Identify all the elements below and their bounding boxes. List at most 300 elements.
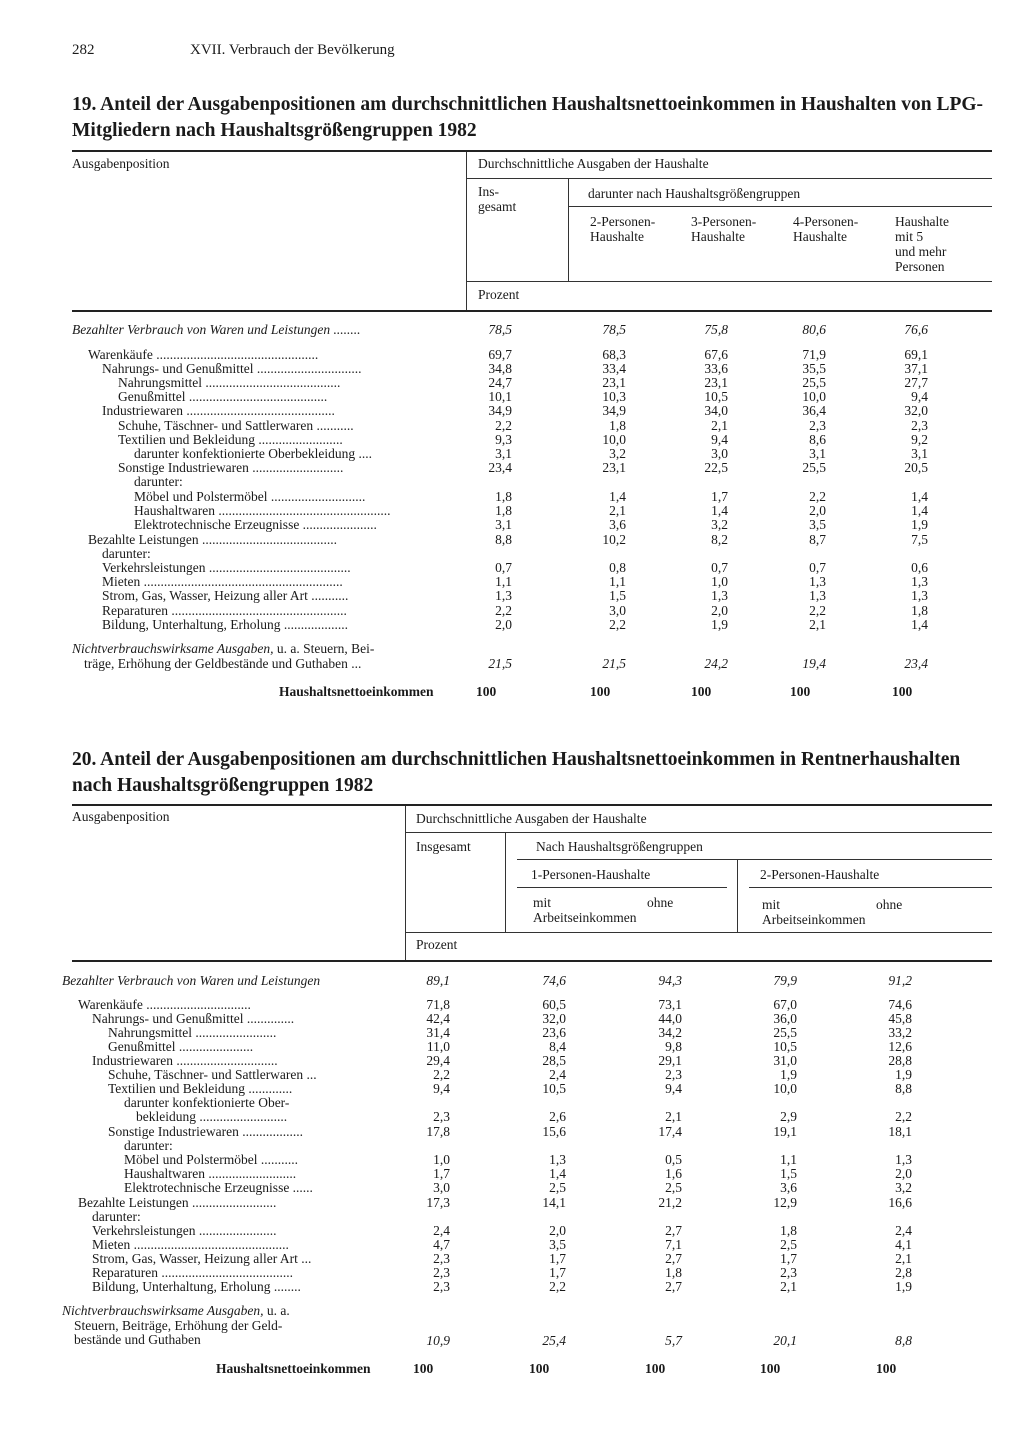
row-value: 29,1 [658, 1053, 682, 1068]
row-value: 0,8 [609, 560, 626, 575]
row-value: 25,5 [802, 375, 826, 390]
row-value: 2,0 [895, 1166, 912, 1181]
row-value: 3,1 [495, 446, 512, 461]
nonconsumption-value: 19,4 [802, 656, 826, 671]
row-value: 1,8 [911, 603, 928, 618]
row-value: 21,2 [658, 1195, 682, 1210]
t20-h-p2: 2-Personen-Haushalte [760, 867, 880, 882]
row-value: 2,1 [711, 418, 728, 433]
row-value: 27,7 [904, 375, 928, 390]
row-value: 2,5 [549, 1180, 566, 1195]
row-value: 8,6 [809, 432, 826, 447]
t19-header-rule-3 [466, 281, 992, 282]
row-value: 45,8 [888, 1011, 912, 1026]
row-value: 8,7 [809, 532, 826, 547]
row-value: 36,0 [773, 1011, 797, 1026]
row-value: 3,2 [609, 446, 626, 461]
t19-header-unit: Prozent [478, 287, 520, 302]
row-value: 79,9 [773, 973, 797, 988]
t19-header-bottom-rule [72, 310, 992, 312]
row-value: 3,5 [809, 517, 826, 532]
row-value: 68,3 [602, 347, 626, 362]
row-value: 76,6 [904, 322, 928, 337]
row-value: 28,5 [542, 1053, 566, 1068]
row-value: 11,0 [426, 1039, 450, 1054]
t19-h-p4-1: 4-Personen- [793, 214, 859, 229]
row-value: 8,8 [895, 1081, 912, 1096]
row-label: Genußmittel ......................................... [118, 390, 328, 404]
nonconsumption-em: Nichtverbrauchswirksame Ausgaben, [72, 642, 274, 656]
t19-header-rule-2 [568, 206, 992, 207]
row-value: 74,6 [888, 997, 912, 1012]
row-label: Nahrungsmittel ........................ [108, 1026, 277, 1040]
row-value: 71,8 [426, 997, 450, 1012]
income-label: Haushaltsnettoeinkommen [216, 1362, 371, 1376]
t20-header-avg: Durchschnittliche Ausgaben der Haushalte [416, 811, 647, 826]
row-value: 2,2 [549, 1279, 566, 1294]
row-value: 2,1 [609, 503, 626, 518]
row-value: 34,9 [602, 403, 626, 418]
row-value: 9,4 [665, 1081, 682, 1096]
row-value: 1,3 [495, 588, 512, 603]
t20-h-ohne-2: ohne [876, 897, 903, 912]
t20-header-unit: Prozent [416, 937, 458, 952]
row-value: 1,4 [911, 503, 928, 518]
row-value: 1,3 [809, 588, 826, 603]
row-value: 2,2 [895, 1109, 912, 1124]
row-value: 3,2 [895, 1180, 912, 1195]
row-value: 10,5 [773, 1039, 797, 1054]
row-value: 94,3 [658, 973, 682, 988]
row-value: 4,1 [895, 1237, 912, 1252]
row-value: 0,6 [911, 560, 928, 575]
row-value: 1,7 [711, 489, 728, 504]
row-value: 1,3 [911, 574, 928, 589]
row-value: 2,7 [665, 1251, 682, 1266]
row-label: bekleidung .......................... [136, 1110, 288, 1124]
table-20-title: 20. Anteil der Ausgabenpositionen am durchschnittlichen Haushaltsnettoeinkommen in Rentnerhaushalten nach Haushaltsgrößengruppen 1982 [72, 749, 961, 796]
row-value: 75,8 [704, 322, 728, 337]
row-value: 1,9 [895, 1279, 912, 1294]
running-title: XVII. Verbrauch der Bevölkerung [190, 42, 395, 58]
income-value: 100 [892, 684, 913, 699]
t19-header-position: Ausgabenposition [72, 156, 170, 171]
row-value: 23,6 [542, 1025, 566, 1040]
row-value: 24,7 [488, 375, 512, 390]
row-label: Bezahlter Verbrauch von Waren und Leistungen [62, 974, 321, 988]
table-19-top-rule [72, 150, 992, 152]
row-value: 9,4 [711, 432, 728, 447]
row-value: 2,3 [911, 418, 928, 433]
row-label: Warenkäufe ................................................ [88, 348, 319, 362]
row-value: 2,2 [809, 603, 826, 618]
row-value: 1,7 [549, 1265, 566, 1280]
row-value: 7,5 [911, 532, 928, 547]
row-value: 17,4 [658, 1124, 682, 1139]
row-value: 20,5 [904, 460, 928, 475]
row-value: 0,5 [665, 1152, 682, 1167]
row-value: 8,4 [549, 1039, 566, 1054]
row-value: 34,9 [488, 403, 512, 418]
row-value: 60,5 [542, 997, 566, 1012]
row-label: darunter: [134, 475, 183, 489]
row-value: 1,1 [495, 574, 512, 589]
row-value: 10,0 [802, 389, 826, 404]
row-label: Schuhe, Täschner- und Sattlerwaren ... [108, 1068, 317, 1082]
row-value: 33,6 [704, 361, 728, 376]
t19-header-total-1: Ins- [478, 184, 499, 199]
nonconsumption-label-2: Steuern, Beiträge, Erhöhung der Geld- [74, 1319, 283, 1333]
t19-h-p2-1: 2-Personen- [590, 214, 656, 229]
row-value: 71,9 [802, 347, 826, 362]
row-value: 2,3 [780, 1265, 797, 1280]
income-value: 100 [476, 684, 497, 699]
row-value: 73,1 [658, 997, 682, 1012]
row-value: 28,8 [888, 1053, 912, 1068]
row-value: 37,1 [904, 361, 928, 376]
row-value: 36,4 [802, 403, 826, 418]
t20-header-rule-1 [405, 832, 992, 833]
row-value: 67,6 [704, 347, 728, 362]
row-value: 34,0 [704, 403, 728, 418]
row-value: 1,3 [911, 588, 928, 603]
row-value: 29,4 [426, 1053, 450, 1068]
row-value: 17,8 [426, 1124, 450, 1139]
nonconsumption-value: 21,5 [602, 656, 626, 671]
row-value: 3,0 [711, 446, 728, 461]
row-label: Reparaturen ....................................... [92, 1266, 293, 1280]
row-value: 33,4 [602, 361, 626, 376]
row-value: 2,3 [433, 1265, 450, 1280]
row-label: Elektrotechnische Erzeugnisse ...................... [134, 518, 377, 532]
row-value: 2,0 [809, 503, 826, 518]
row-label: darunter: [124, 1139, 173, 1153]
row-value: 2,2 [495, 418, 512, 433]
nonconsumption-label-1 [62, 1304, 290, 1319]
t19-divider-2 [568, 179, 569, 281]
t20-divider-2 [505, 833, 506, 933]
row-value: 16,6 [888, 1195, 912, 1210]
row-label: Bildung, Unterhaltung, Erholung ........ [92, 1280, 301, 1294]
t19-h-p5-4: Personen [895, 259, 945, 274]
row-value: 1,7 [433, 1166, 450, 1181]
row-value: 10,3 [602, 389, 626, 404]
row-value: 2,4 [433, 1223, 450, 1238]
t20-header-rule-3a [517, 887, 727, 888]
t20-divider-3 [737, 860, 738, 933]
nonconsumption-value: 20,1 [773, 1333, 797, 1348]
row-value: 1,9 [780, 1067, 797, 1082]
nonconsumption-em: Nichtverbrauchswirksame Ausgaben, [62, 1304, 264, 1318]
row-label: Sonstige Industriewaren .................. [108, 1125, 303, 1139]
t19-h-p2-2: Haushalte [590, 229, 644, 244]
row-value: 1,8 [609, 418, 626, 433]
row-label: Bezahlte Leistungen ........................................ [88, 533, 337, 547]
row-value: 31,4 [426, 1025, 450, 1040]
row-value: 2,3 [433, 1251, 450, 1266]
t20-h-mit-2: mit [762, 897, 781, 912]
t20-header-position: Ausgabenposition [72, 809, 170, 824]
nonconsumption-value: 21,5 [488, 656, 512, 671]
nonconsumption-value: 8,8 [895, 1333, 912, 1348]
table-19-title: 19. Anteil der Ausgabenpositionen am durchschnittlichen Haushaltsnettoeinkommen in Haushalten von LPG-Mitgliedern nach Haushaltsgrößengruppen 1982 [72, 94, 984, 141]
row-value: 35,5 [802, 361, 826, 376]
row-value: 2,3 [809, 418, 826, 433]
row-label: Nahrungs- und Genußmittel .............. [92, 1012, 295, 1026]
row-label: Genußmittel ...................... [108, 1040, 254, 1054]
row-label: Sonstige Industriewaren ........................... [118, 461, 344, 475]
row-value: 1,5 [609, 588, 626, 603]
nonconsumption-value: 10,9 [426, 1333, 450, 1348]
income-value: 100 [645, 1361, 666, 1376]
row-value: 34,8 [488, 361, 512, 376]
row-value: 74,6 [542, 973, 566, 988]
t19-h-p5-3: und mehr [895, 244, 947, 259]
row-value: 1,9 [911, 517, 928, 532]
row-label: darunter: [92, 1210, 141, 1224]
t19-header-total-2: gesamt [478, 199, 517, 214]
row-value: 10,0 [773, 1081, 797, 1096]
row-value: 2,0 [549, 1223, 566, 1238]
row-value: 2,7 [665, 1223, 682, 1238]
t20-h-p1: 1-Personen-Haushalte [531, 867, 651, 882]
row-value: 3,0 [609, 603, 626, 618]
row-value: 1,6 [665, 1166, 682, 1181]
table-20-top-rule [72, 804, 992, 806]
row-value: 1,8 [495, 503, 512, 518]
row-value: 9,2 [911, 432, 928, 447]
nonconsumption-value: 25,4 [542, 1333, 566, 1348]
t20-h-arb-1: Arbeitseinkommen [533, 910, 637, 925]
row-label: Bezahlter Verbrauch von Waren und Leistungen ........ [72, 323, 361, 337]
row-label: Nahrungsmittel ........................................ [118, 376, 341, 390]
row-value: 31,0 [773, 1053, 797, 1068]
row-value: 0,7 [711, 560, 728, 575]
page-number: 282 [72, 42, 95, 58]
row-value: 2,1 [895, 1251, 912, 1266]
t19-h-p4-2: Haushalte [793, 229, 847, 244]
row-value: 0,7 [809, 560, 826, 575]
row-value: 12,6 [888, 1039, 912, 1054]
row-value: 32,0 [542, 1011, 566, 1026]
t20-h-mit-1: mit [533, 895, 552, 910]
row-value: 25,5 [802, 460, 826, 475]
row-value: 2,2 [495, 603, 512, 618]
row-label: Elektrotechnische Erzeugnisse ...... [124, 1181, 313, 1195]
row-value: 1,9 [711, 617, 728, 632]
row-value: 3,1 [911, 446, 928, 461]
row-value: 19,1 [773, 1124, 797, 1139]
row-label: Textilien und Bekleidung ............. [108, 1082, 293, 1096]
row-value: 1,1 [609, 574, 626, 589]
row-value: 2,9 [780, 1109, 797, 1124]
row-value: 1,4 [911, 489, 928, 504]
t20-header-rule-2 [517, 859, 992, 860]
row-value: 3,2 [711, 517, 728, 532]
t20-header-total: Insgesamt [416, 839, 471, 854]
row-value: 2,4 [895, 1223, 912, 1238]
row-value: 1,0 [433, 1152, 450, 1167]
row-label: Verkehrsleistungen .......................................... [102, 561, 351, 575]
row-value: 23,1 [602, 460, 626, 475]
row-value: 32,0 [904, 403, 928, 418]
row-label: Warenkäufe ............................... [78, 998, 251, 1012]
row-value: 10,0 [602, 432, 626, 447]
row-value: 3,1 [809, 446, 826, 461]
row-value: 9,3 [495, 432, 512, 447]
row-label: Textilien und Bekleidung ......................... [118, 433, 343, 447]
row-value: 1,4 [549, 1166, 566, 1181]
t19-header-by-size: darunter nach Haushaltsgrößengruppen [588, 186, 801, 201]
t19-header-avg: Durchschnittliche Ausgaben der Haushalte [478, 156, 709, 171]
row-value: 2,5 [665, 1180, 682, 1195]
row-value: 2,2 [433, 1067, 450, 1082]
row-label: Haushaltwaren .......................... [124, 1167, 297, 1181]
income-value: 100 [529, 1361, 550, 1376]
row-value: 10,1 [488, 389, 512, 404]
nonconsumption-label-2: träge, Erhöhung der Geldbestände und Guthaben ... [84, 657, 362, 671]
row-value: 2,2 [609, 617, 626, 632]
row-value: 2,6 [549, 1109, 566, 1124]
row-value: 1,3 [549, 1152, 566, 1167]
row-value: 2,4 [549, 1067, 566, 1082]
row-value: 1,4 [911, 617, 928, 632]
row-value: 1,7 [549, 1251, 566, 1266]
row-value: 8,8 [495, 532, 512, 547]
row-label: Möbel und Polstermöbel ............................ [134, 490, 366, 504]
row-value: 2,3 [433, 1109, 450, 1124]
row-value: 9,4 [433, 1081, 450, 1096]
table-20-divider [405, 806, 406, 960]
row-value: 10,5 [542, 1081, 566, 1096]
row-value: 2,7 [665, 1279, 682, 1294]
row-value: 1,3 [711, 588, 728, 603]
income-value: 100 [590, 684, 611, 699]
row-value: 69,1 [904, 347, 928, 362]
row-value: 3,0 [433, 1180, 450, 1195]
row-value: 12,9 [773, 1195, 797, 1210]
row-value: 2,1 [780, 1279, 797, 1294]
row-label: Strom, Gas, Wasser, Heizung aller Art ... [92, 1252, 312, 1266]
nonconsumption-value: 24,2 [704, 656, 728, 671]
nonconsumption-label-3: bestände und Guthaben [74, 1333, 201, 1347]
row-value: 7,1 [665, 1237, 682, 1252]
row-value: 1,0 [711, 574, 728, 589]
row-value: 2,3 [433, 1279, 450, 1294]
row-value: 78,5 [488, 322, 512, 337]
row-value: 78,5 [602, 322, 626, 337]
row-label: Haushaltwaren ................................................... [134, 504, 391, 518]
income-value: 100 [691, 684, 712, 699]
row-value: 17,3 [426, 1195, 450, 1210]
row-value: 67,0 [773, 997, 797, 1012]
row-value: 3,5 [549, 1237, 566, 1252]
row-value: 8,2 [711, 532, 728, 547]
nonconsumption-value: 23,4 [904, 656, 928, 671]
t20-h-ohne-1: ohne [647, 895, 674, 910]
nonconsumption-rest: u. a. Steuern, Bei- [273, 642, 375, 656]
row-value: 2,1 [809, 617, 826, 632]
row-value: 1,8 [780, 1223, 797, 1238]
row-value: 1,1 [780, 1152, 797, 1167]
nonconsumption-rest: u. a. [263, 1304, 290, 1318]
t19-h-p3-2: Haushalte [691, 229, 745, 244]
table-19-divider [466, 152, 467, 310]
row-value: 9,4 [911, 389, 928, 404]
row-value: 34,2 [658, 1025, 682, 1040]
row-value: 42,4 [426, 1011, 450, 1026]
t20-h-arb-2: Arbeitseinkommen [762, 912, 866, 927]
row-label: Mieten ........................................................... [102, 575, 343, 589]
row-value: 0,7 [495, 560, 512, 575]
row-value: 1,5 [780, 1166, 797, 1181]
row-value: 1,4 [711, 503, 728, 518]
income-value: 100 [790, 684, 811, 699]
row-label: darunter konfektionierte Oberbekleidung .... [134, 447, 373, 461]
t20-header-rule-3b [749, 887, 992, 888]
row-value: 1,4 [609, 489, 626, 504]
nonconsumption-label-1 [72, 642, 374, 657]
row-value: 2,5 [780, 1237, 797, 1252]
t20-header-rule-4 [405, 932, 992, 933]
row-value: 25,5 [773, 1025, 797, 1040]
row-value: 1,8 [495, 489, 512, 504]
row-value: 15,6 [542, 1124, 566, 1139]
income-value: 100 [413, 1361, 434, 1376]
t19-header-rule-1 [466, 178, 992, 179]
row-value: 1,9 [895, 1067, 912, 1082]
row-value: 22,5 [704, 460, 728, 475]
t19-h-p5-1: Haushalte [895, 214, 949, 229]
income-value: 100 [876, 1361, 897, 1376]
row-value: 91,2 [888, 973, 912, 988]
t20-header-bottom-rule [72, 960, 992, 962]
row-value: 3,6 [780, 1180, 797, 1195]
t19-h-p3-1: 3-Personen- [691, 214, 757, 229]
row-label: Verkehrsleistungen ....................... [92, 1224, 277, 1238]
row-value: 2,0 [495, 617, 512, 632]
row-value: 23,1 [602, 375, 626, 390]
row-value: 18,1 [888, 1124, 912, 1139]
row-value: 23,1 [704, 375, 728, 390]
row-label: Schuhe, Täschner- und Sattlerwaren ........... [118, 419, 354, 433]
row-label: Möbel und Polstermöbel ........... [124, 1153, 298, 1167]
row-value: 10,5 [704, 389, 728, 404]
row-label: Reparaturen .................................................... [102, 604, 347, 618]
nonconsumption-value: 5,7 [665, 1333, 682, 1348]
t19-h-p5-2: mit 5 [895, 229, 924, 244]
row-value: 2,3 [665, 1067, 682, 1082]
row-value: 3,1 [495, 517, 512, 532]
row-label: Industriewaren ............................................ [102, 404, 335, 418]
row-value: 9,8 [665, 1039, 682, 1054]
row-value: 4,7 [433, 1237, 450, 1252]
income-label: Haushaltsnettoeinkommen [279, 685, 434, 699]
row-value: 10,2 [602, 532, 626, 547]
row-value: 3,6 [609, 517, 626, 532]
row-value: 1,7 [780, 1251, 797, 1266]
row-label: Strom, Gas, Wasser, Heizung aller Art ........... [102, 589, 349, 603]
row-label: Bildung, Unterhaltung, Erholung ................... [102, 618, 348, 632]
row-value: 1,8 [665, 1265, 682, 1280]
row-value: 14,1 [542, 1195, 566, 1210]
row-label: darunter konfektionierte Ober- [124, 1096, 290, 1110]
row-value: 69,7 [488, 347, 512, 362]
row-label: Mieten .............................................. [92, 1238, 289, 1252]
row-value: 33,2 [888, 1025, 912, 1040]
row-value: 1,3 [895, 1152, 912, 1167]
row-value: 89,1 [426, 973, 450, 988]
